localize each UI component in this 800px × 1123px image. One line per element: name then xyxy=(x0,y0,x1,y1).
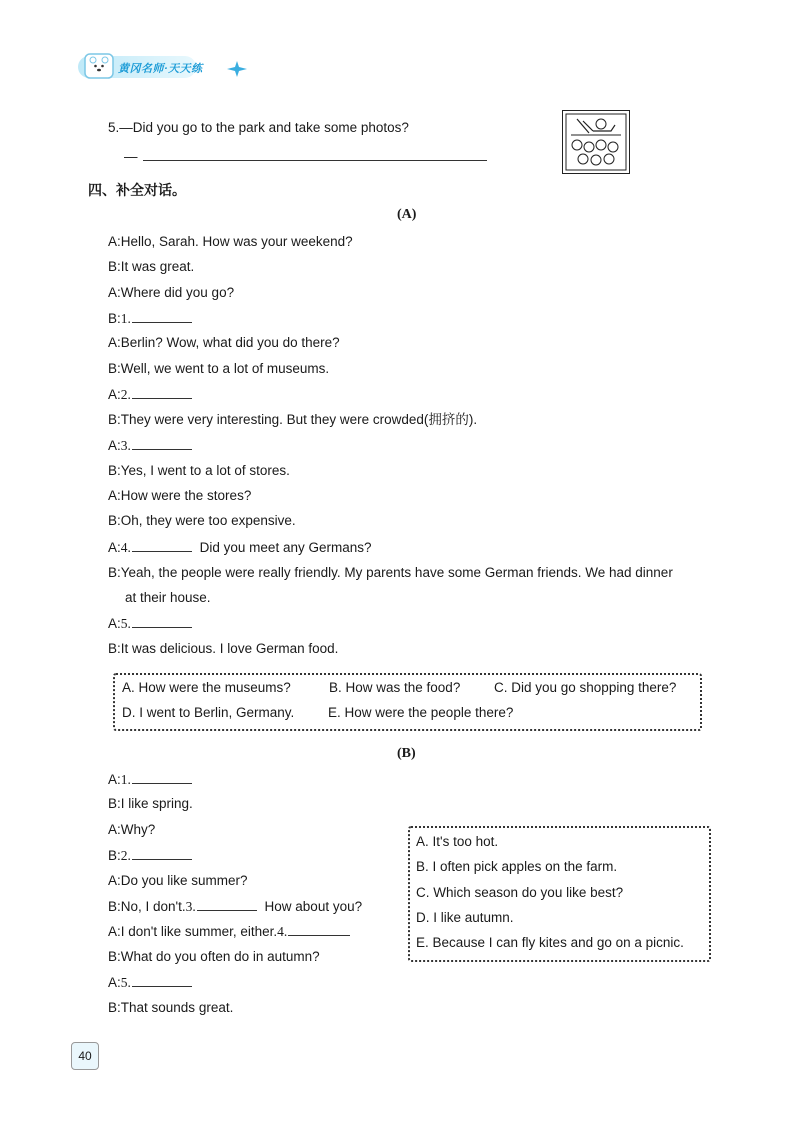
option-d: D. I like autumn. xyxy=(416,910,514,925)
dialogue-line: B:Oh, they were too expensive. xyxy=(108,513,296,528)
dialogue-line: B:I like spring. xyxy=(108,796,193,811)
question-5-answer xyxy=(124,146,487,167)
section-4-title: 四、补全对话。 xyxy=(88,182,186,198)
dialogue-line: B:Yes, I went to a lot of stores. xyxy=(108,463,290,478)
dialogue-line: A:How were the stores? xyxy=(108,488,252,503)
part-a-title: (A) xyxy=(397,207,417,222)
dialogue-line: B:1. xyxy=(108,308,196,329)
header-brand: 黄冈名师·天天练 xyxy=(118,63,203,75)
dialogue-line: B:2. xyxy=(108,845,196,866)
option-a: A. How were the museums? xyxy=(122,680,291,695)
dialogue-line: A:5. xyxy=(108,972,196,993)
dialogue-line: A:2. xyxy=(108,384,196,405)
dialogue-line: A:5. xyxy=(108,613,196,634)
dialogue-line: at their house. xyxy=(125,590,211,605)
option-e: E. How were the people there? xyxy=(328,705,514,720)
dialogue-line: A:Why? xyxy=(108,822,156,837)
option-b: B. How was the food? xyxy=(329,680,461,695)
dialogue-line: B:Well, we went to a lot of museums. xyxy=(108,361,330,376)
answer-blank[interactable] xyxy=(132,972,192,987)
part-b-title: (B) xyxy=(397,746,416,761)
dialogue-line: A:Do you like summer? xyxy=(108,873,248,888)
option-c: C. Did you go shopping there? xyxy=(494,680,677,695)
answer-blank[interactable] xyxy=(132,384,192,399)
dialogue-line: B:What do you often do in autumn? xyxy=(108,949,320,964)
polar-bear-logo-icon xyxy=(84,52,114,80)
page-number: 40 xyxy=(71,1042,99,1070)
dialogue-line: A:4. Did you meet any Germans? xyxy=(108,537,372,558)
dialogue-line: B:They were very interesting. But they were crowded(拥挤的). xyxy=(108,412,478,427)
option-b: B. I often pick apples on the farm. xyxy=(416,859,618,874)
dialogue-line: B:It was great. xyxy=(108,259,195,274)
dialogue-line: A:Berlin? Wow, what did you do there? xyxy=(108,335,340,350)
dialogue-line: A:1. xyxy=(108,769,196,790)
dialogue-line: B:Yeah, the people were really friendly. My parents have some German friends. We had dinner xyxy=(108,565,673,580)
question-5-prompt: 5.—Did you go to the park and take some photos? xyxy=(108,120,409,135)
answer-blank[interactable] xyxy=(132,769,192,784)
answer-blank[interactable] xyxy=(132,845,192,860)
dialogue-line: B:No, I don't.3. How about you? xyxy=(108,896,362,917)
option-a: A. It's too hot. xyxy=(416,834,499,849)
answer-line[interactable] xyxy=(143,146,487,161)
answer-dash: — xyxy=(124,149,138,164)
answer-blank[interactable] xyxy=(132,435,192,450)
option-c: C. Which season do you like best? xyxy=(416,885,624,900)
answer-blank[interactable] xyxy=(132,613,192,628)
park-photo-image xyxy=(562,110,630,174)
dialogue-line: B:It was delicious. I love German food. xyxy=(108,641,339,656)
answer-blank[interactable] xyxy=(132,308,192,323)
answer-blank[interactable] xyxy=(197,896,257,911)
answer-blank[interactable] xyxy=(288,921,350,936)
answer-blank[interactable] xyxy=(132,537,192,552)
option-d: D. I went to Berlin, Germany. xyxy=(122,705,295,720)
dialogue-line: A:Hello, Sarah. How was your weekend? xyxy=(108,234,353,249)
dialogue-line: A:Where did you go? xyxy=(108,285,235,300)
star-icon xyxy=(226,60,248,83)
option-e: E. Because I can fly kites and go on a picnic. xyxy=(416,935,684,950)
dialogue-line: B:That sounds great. xyxy=(108,1000,234,1015)
dialogue-line: A:I don't like summer, either.4. xyxy=(108,921,354,942)
dialogue-line: A:3. xyxy=(108,435,196,456)
